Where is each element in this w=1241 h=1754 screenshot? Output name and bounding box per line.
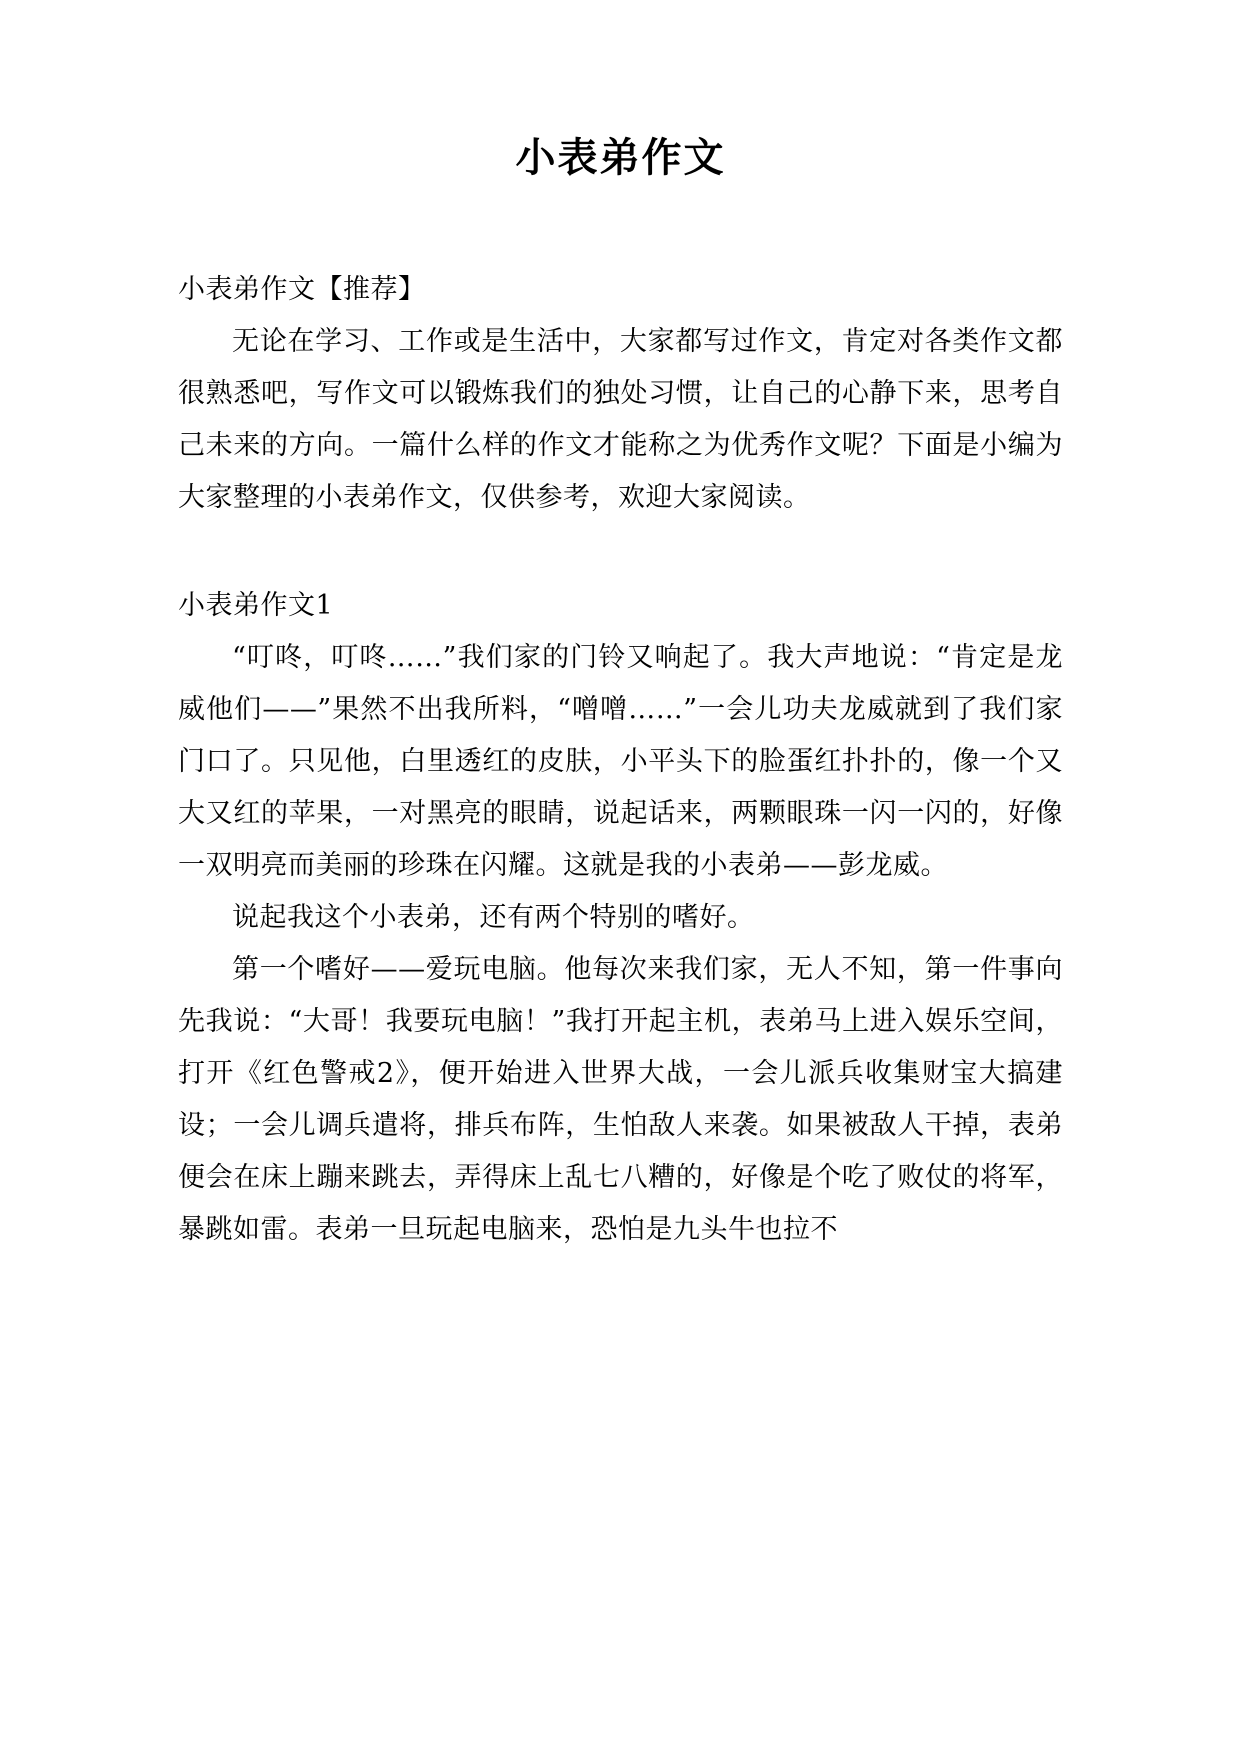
paragraph-intro: 无论在学习、工作或是生活中，大家都写过作文，肯定对各类作文都很熟悉吧，写作文可以锻炼我们的独处习惯，让自己的心静下来，思考自己未来的方向。一篇什么样的作文才能称之为优秀作文呢？下面是小编为大家整理的小表弟作文，仅供参考，欢迎大家阅读。 [178, 326, 1063, 513]
paragraph-essay1-2: 说起我这个小表弟，还有两个特别的嗜好。 [232, 902, 755, 933]
section-spacer [178, 524, 1063, 580]
paragraph-essay1-1: “叮咚，叮咚……”我们家的门铃又响起了。我大声地说：“肯定是龙威他们——”果然不出我所料，“噌噌……”一会儿功夫龙威就到了我们家门口了。只见他，白里透红的皮肤，小平头下的脸蛋红扑扑的，像一个又大又红的苹果，一对黑亮的眼睛，说起话来，两颗眼珠一闪一闪的，好像一双明亮而美丽的珍珠在闪耀。这就是我的小表弟——彭龙威。 [178, 642, 1063, 881]
paragraph-essay1-3: 第一个嗜好——爱玩电脑。他每次来我们家，无人不知，第一件事向先我说：“大哥！我要玩电脑！”我打开起主机，表弟马上进入娱乐空间，打开《红色警戒2》，便开始进入世界大战，一会儿派兵收集财宝大搞建设；一会儿调兵遣将，排兵布阵，生怕敌人来袭。如果被敌人干掉，表弟便会在床上蹦来跳去，弄得床上乱七八糟的，好像是个吃了败仗的将军，暴跳如雷。表弟一旦玩起电脑来，恐怕是九头牛也拉不 [178, 954, 1063, 1245]
document-body [178, 264, 1063, 1256]
section-heading-recommend: 小表弟作文【推荐】 [178, 274, 426, 305]
page-title: 小表弟作文 [515, 135, 726, 181]
section-heading-essay-1: 小表弟作文1 [178, 590, 334, 621]
